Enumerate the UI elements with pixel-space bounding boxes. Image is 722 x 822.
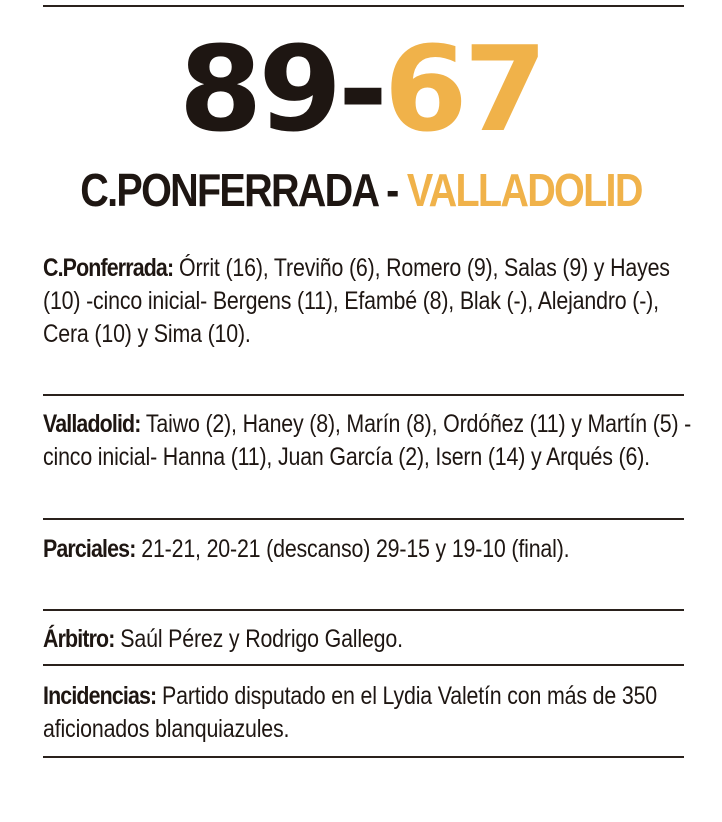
top-rule: [43, 5, 684, 7]
divider: [43, 609, 684, 611]
away-lineup-text: Taiwo (2), Haney (8), Marín (8), Ordóñez (11) y Martín (5) -cinco inicial- Hanna (11), Juan García (2), Isern (14) y Arqués (6).: [43, 410, 692, 471]
divider: [43, 394, 684, 396]
incidents-text: Partido disputado en el Lydia Valetín con más de 350 aficionados blanquiazules.: [43, 682, 658, 743]
away-score: 67: [383, 20, 544, 158]
teams-heading: [51, 165, 672, 215]
divider: [43, 664, 684, 666]
score-separator: -: [338, 20, 384, 158]
referees: [43, 623, 693, 656]
bottom-rule: [43, 756, 684, 758]
referees-text: Saúl Pérez y Rodrigo Gallego.: [114, 625, 403, 653]
teams-separator: -: [376, 164, 407, 216]
away-team: VALLADOLID: [406, 164, 642, 216]
home-lineup-text: Órrit (16), Treviño (6), Romero (9), Salas (9) y Hayes (10) -cinco inicial- Bergens (11), Efambé (8), Blak (-), Alejandro (-), Cera (10) y Sima (10).: [43, 254, 670, 348]
divider: [43, 518, 684, 520]
incidents-label: Incidencias:: [43, 682, 157, 710]
incidents: [43, 680, 693, 746]
quarter-scores-label: Parciales:: [43, 535, 136, 563]
final-score: [0, 20, 722, 158]
home-lineup-label: C.Ponferrada:: [43, 254, 174, 282]
away-lineup: [43, 408, 693, 474]
home-lineup: [43, 252, 693, 351]
quarter-scores: [43, 533, 693, 566]
referees-label: Árbitro:: [43, 625, 115, 653]
quarter-scores-text: 21-21, 20-21 (descanso) 29-15 y 19-10 (final).: [135, 535, 570, 563]
away-lineup-label: Valladolid:: [43, 410, 141, 438]
home-team: C.PONFERRADA: [80, 164, 377, 216]
home-score: 89: [178, 20, 339, 158]
